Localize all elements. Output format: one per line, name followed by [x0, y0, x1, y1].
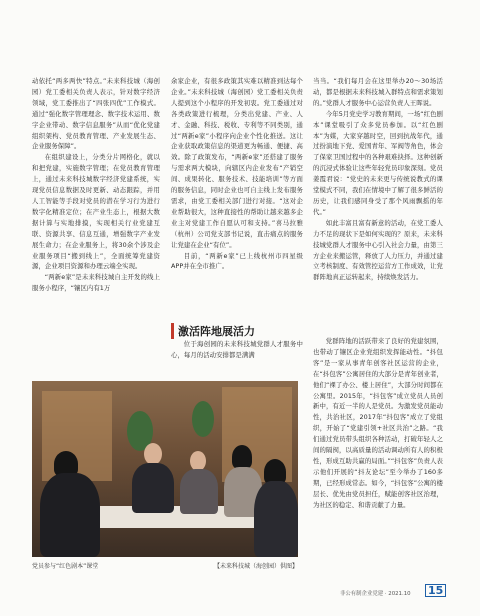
person [254, 481, 298, 557]
person-head [190, 451, 206, 471]
magazine-footer: 非公有制企业党建 · 2021.10 [340, 591, 411, 597]
person-head [144, 443, 162, 465]
article-column-2-lower [171, 339, 303, 361]
article-column-3 [313, 76, 443, 283]
paragraph: “两新e家”是未来科技城自主开发的线上服务小程序，“镶区内有1万 [32, 273, 160, 293]
paragraph: 动依托“两多两快”特点。”未来科技城（海创园）党工委相关负责人表示，针对数字经济领域，党工委推出了“四张四优”工作模式。通过“强化数字管理理念、数字技术运用、数字企业带动、数字信息服务”从而“优化党建组织架构、党员教育管理、产业发展生态、企业服务保障”。 [32, 77, 160, 151]
photo-caption: 党员参与“红色剧本”课堂 [32, 563, 99, 570]
person [180, 469, 218, 514]
article-column-1 [32, 76, 160, 294]
paragraph: 余家企业，有很多政策其实难以精准到达每个企业。”未来科技城（海创园）党工委相关负责人提到这个小程序的开发初衷。党工委通过对各类政策进行梳理，分类出党建、产业、人才、金融、科技、税收、专利等不同类别，通过“两新e家”小程序向企业个性化推送。这让企业获取政策信息的渠道更为畅通、便捷、高效。除了政策发布，“两新e家”还搭建了服务与需求两大模块，向辖区内企业发布“产销空间、成果转化、服务技术、技能培训”等方面的服务信息，同时企业也可自主线上发布服务需求，由党工委相关部门进行对接。“这对企业帮助很大，这种直接性的帮助让越来越多企业主对党建工作自愿认可和支持。”喜马拉雅（杭州）公司党支部书记说，直击痛点的服务让党建在企业“有位”。 [171, 77, 303, 249]
person [40, 473, 100, 557]
person [132, 463, 174, 513]
photo-credit: 【未来科技城（海创园）供图】 [213, 563, 298, 570]
page-number: 15 [425, 584, 446, 597]
paragraph: 党群阵地的活跃带来了良好的党建氛围，也带动了镶区企业党组织发挥能动性。“抖包客”是一家从事青年创客社区运营的企业，在“抖包客”公寓居住的大部分是青年创业者，他们“裸了办公、楼上居住”，大部分时间都在公寓里。2015年，“抖包客”成立党员人员创新中，有近一半的人是党员。为激发党员能动性，共治社区，2017年“抖包客”成立了党组织，开始了“党建引领+社区共治”之路。“我们通过党员带头组织各种活动，打破年轻人之间的隔阂，以高质量的活动调动所有人的积极性，形成互助共赢的局面。”“抖包客”负责人表示他们开展的“抖友论坛”至今举办了160多期，已经形成常态。如今，“抖包客”公寓的楼层长、优先由党员担任，赋能创客社区治理，为社区的稳定、和谐贡献了力量。 [313, 337, 443, 509]
article-column-2 [171, 76, 303, 272]
paragraph: 如此丰富且富有新意的活动，在党工委人力不足的现状下是如何实现的？原来，未来科技城党群人才服务中心引入社会力量，由第三方企业来搬运管，释放了人力压力，并通过建立考核制度、有效管控运营方工作成效，让党群阵地真正运转起来，持续焕发活力。 [313, 218, 443, 282]
paragraph: 在组织建设上，分类分片网格化，就以和把党建，实施数字管理；在党员教育管理上，通过未来科技城数字经济党建系统，实现党员信息数据及时更新、动态跟踪，并用人工智能等手段对党员的潜在学习行为进行数字化精准定位；在产业生态上，根据大数据计算与实地排摸，实现相关行业党建互联、资源共享、信息互通，增强数字产业发展生命力；在企业服务上，将30余个涉及企业服务项目“搬到线上”，全面统筹党建资源，企业项目资源和办理云端全实现。 [32, 153, 160, 271]
plant [192, 401, 214, 437]
person-head [232, 445, 252, 469]
paragraph: 位于海创园的未来科技城党群人才服务中心，每月的活动安排都是满满 [171, 340, 303, 359]
paragraph: 目前，“两新e家”已上线杭州市四星级APP并在全市推广。 [171, 251, 303, 271]
paragraph: 当当。“我们每月会在这里举办20～30场活动，都是根据未来科技城入群特点和需求策划的。”党群人才服务中心运营负责人王晖说。 [313, 77, 443, 107]
event-photo [32, 381, 298, 557]
paragraph: 今年5月党史学习教育期间，一场“红色剧本”课堂吸引了众多党员参加。以“红色剧本”为媒，大家穿越时空，回到抗战年代，通过扮演地下党、爱国青年、军阀等角色，体会了保家卫国过程中的各种艰难抉择。这种创新的沉浸式体验让这些年轻党员印象深刻。党员姜霞君说：“党史的未来更与传统说教式的课堂模式不同，我们在情境中了解了很多鲜活的历史，让我们感同身受了那个风雨飘摇的年代。” [313, 109, 443, 216]
article-column-3-lower [313, 336, 443, 511]
section-heading: 激活阵地展活力 [171, 323, 255, 339]
